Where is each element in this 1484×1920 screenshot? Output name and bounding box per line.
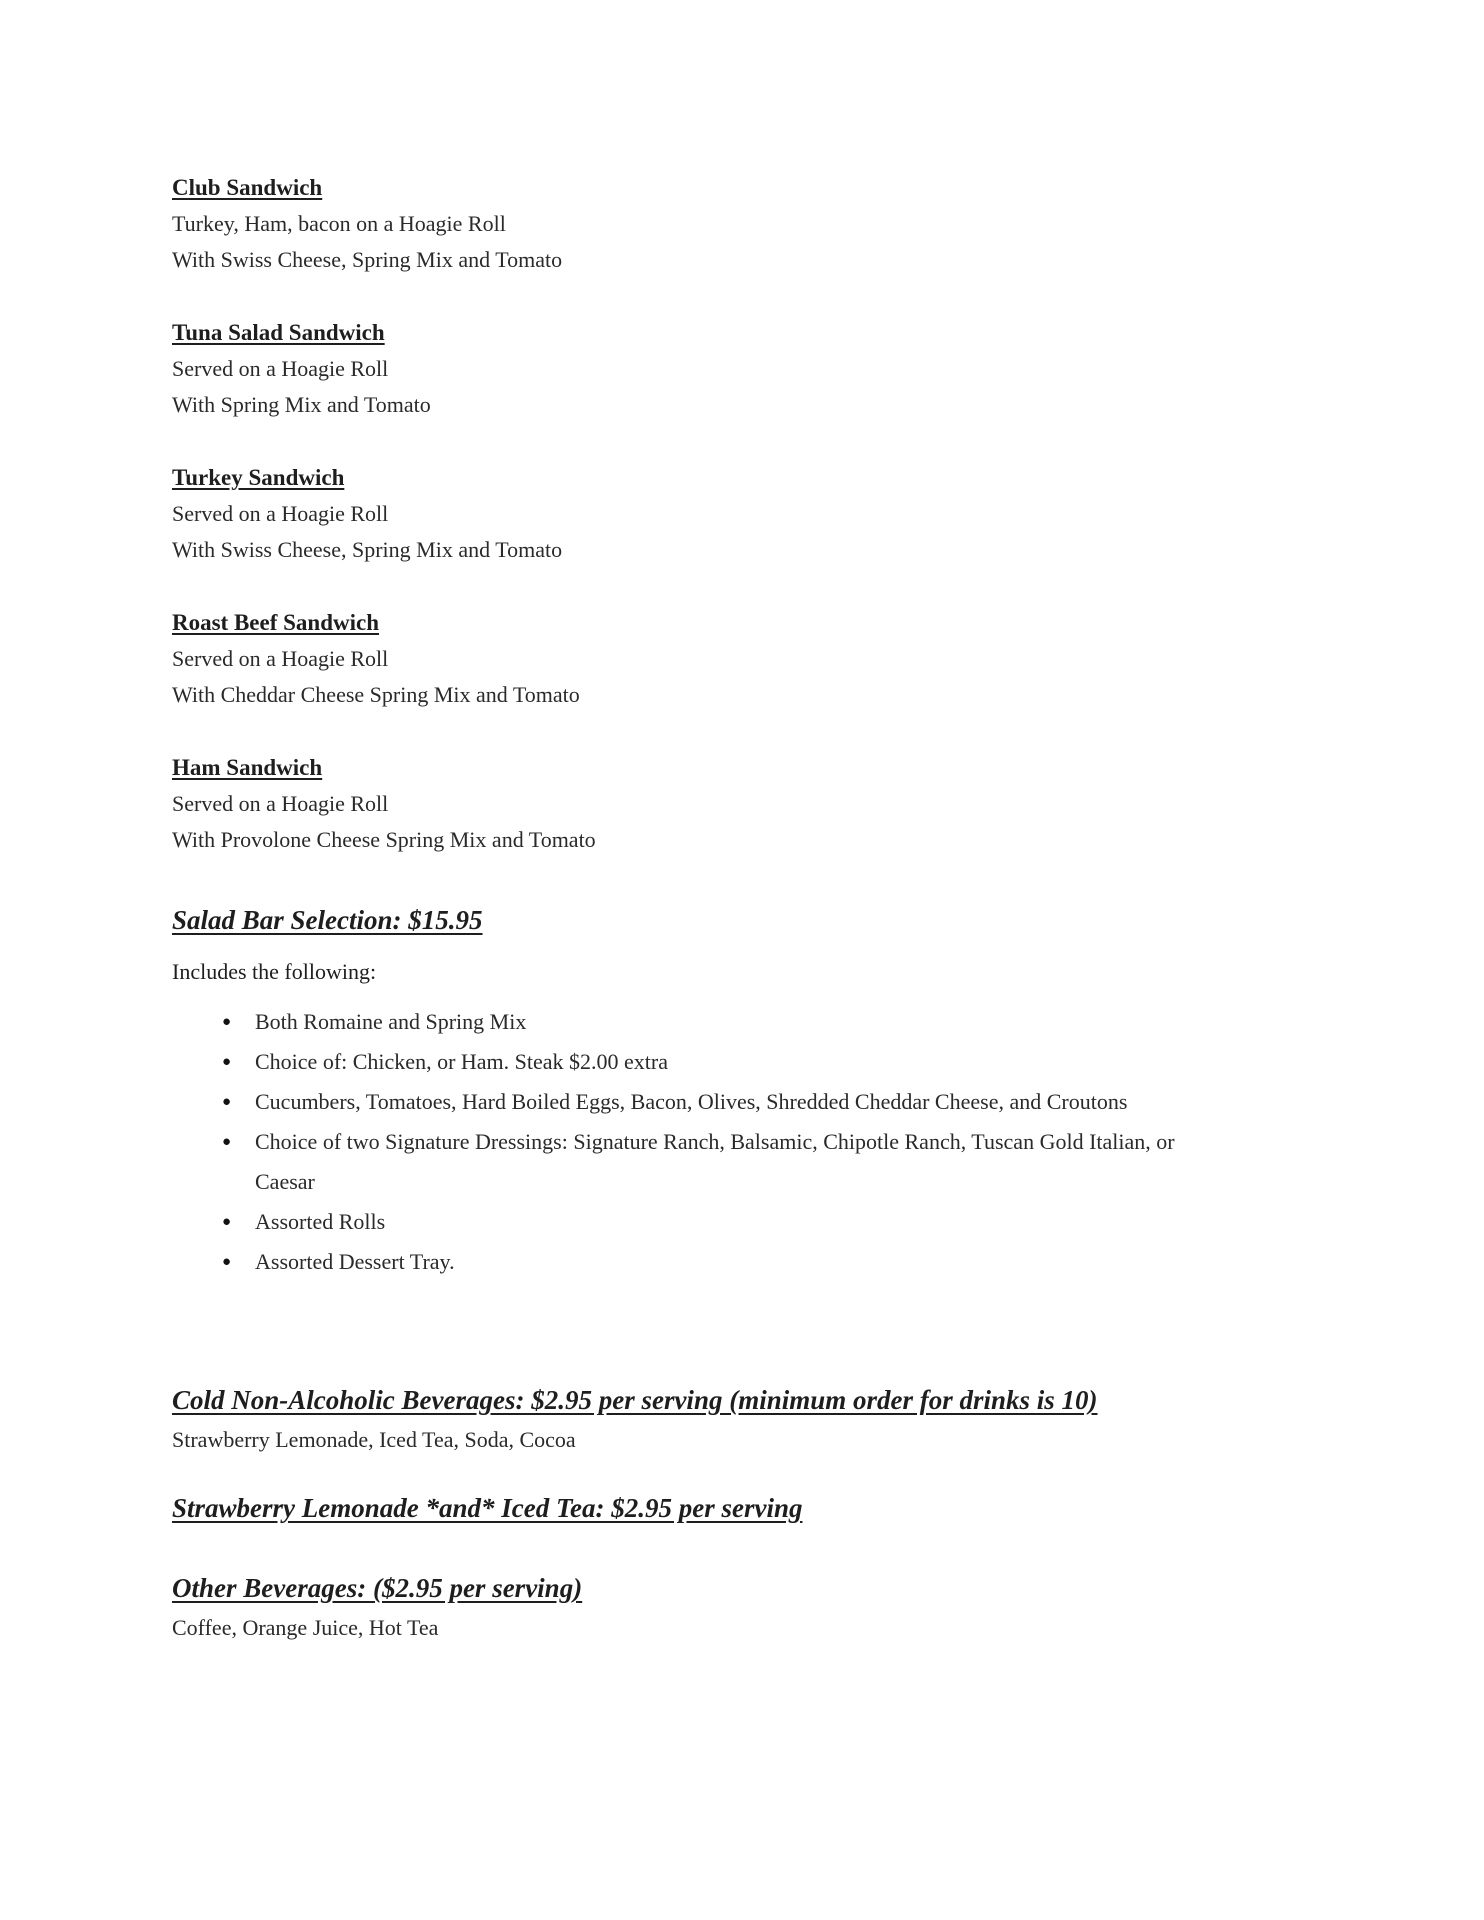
list-item-text: Both Romaine and Spring Mix — [255, 1009, 527, 1034]
menu-item-title: Tuna Salad Sandwich — [172, 320, 385, 345]
menu-item-description-line: With Swiss Cheese, Spring Mix and Tomato — [172, 247, 563, 272]
menu-item-description-line: Served on a Hoagie Roll — [172, 501, 389, 526]
list-item — [172, 1042, 1339, 1082]
menu-item-description-line: With Swiss Cheese, Spring Mix and Tomato — [172, 537, 563, 562]
menu-item-turkey-sandwich — [172, 460, 1339, 568]
menu-item-description-line: Served on a Hoagie Roll — [172, 791, 389, 816]
list-item-text: Assorted Rolls — [255, 1209, 386, 1234]
cold-beverages-heading: Cold Non-Alcoholic Beverages: $2.95 per serving (minimum order for drinks is 10) — [172, 1385, 1098, 1415]
other-beverages-heading: Other Beverages: ($2.95 per serving) — [172, 1573, 583, 1603]
bullet-icon: ● — [222, 1214, 232, 1230]
menu-item-title: Club Sandwich — [172, 175, 323, 200]
list-item-text: Assorted Dessert Tray. — [255, 1249, 455, 1274]
lemonade-iced-tea-heading: Strawberry Lemonade *and* Iced Tea: $2.95 per serving — [172, 1493, 803, 1523]
bullet-icon: ● — [222, 1254, 232, 1270]
menu-item-title: Roast Beef Sandwich — [172, 610, 380, 635]
salad-bar-heading: Salad Bar Selection: $15.95 — [172, 905, 483, 935]
list-item-text: Cucumbers, Tomatoes, Hard Boiled Eggs, Bacon, Olives, Shredded Cheddar Cheese, and Croutons — [255, 1089, 1128, 1114]
menu-item-tuna-salad-sandwich — [172, 315, 1339, 423]
salad-bar-intro: Includes the following: — [172, 959, 377, 984]
list-item — [172, 1242, 1339, 1282]
other-beverages-section — [172, 1566, 1339, 1646]
list-item — [172, 1122, 1339, 1202]
cold-beverages-description: Strawberry Lemonade, Iced Tea, Soda, Cocoa — [172, 1427, 576, 1452]
lemonade-iced-tea-section — [172, 1486, 1339, 1530]
menu-item-description-line: Served on a Hoagie Roll — [172, 646, 389, 671]
bullet-icon: ● — [222, 1014, 232, 1030]
menu-item-description-line: With Cheddar Cheese Spring Mix and Tomato — [172, 682, 580, 707]
menu-item-roast-beef-sandwich — [172, 605, 1339, 713]
bullet-icon: ● — [222, 1054, 232, 1070]
list-item — [172, 1082, 1339, 1122]
list-item-text: Choice of two Signature Dressings: Signature Ranch, Balsamic, Chipotle Ranch, Tuscan Gold Italian, or Caesar — [255, 1129, 1175, 1194]
menu-item-title: Ham Sandwich — [172, 755, 323, 780]
menu-item-description-line: Served on a Hoagie Roll — [172, 356, 389, 381]
list-item-text: Choice of: Chicken, or Ham. Steak $2.00 extra — [255, 1049, 669, 1074]
menu-item-club-sandwich — [172, 170, 1339, 278]
menu-item-ham-sandwich — [172, 750, 1339, 858]
salad-bar-section — [172, 898, 1339, 1282]
bullet-icon: ● — [222, 1094, 232, 1110]
other-beverages-description: Coffee, Orange Juice, Hot Tea — [172, 1615, 439, 1640]
bullet-icon: ● — [222, 1134, 232, 1150]
menu-item-description-line: Turkey, Ham, bacon on a Hoagie Roll — [172, 211, 506, 236]
cold-beverages-section — [172, 1378, 1339, 1458]
list-item — [172, 1202, 1339, 1242]
salad-bar-bullet-list — [172, 1002, 1339, 1282]
menu-item-title: Turkey Sandwich — [172, 465, 345, 490]
list-item — [172, 1002, 1339, 1042]
menu-item-description-line: With Provolone Cheese Spring Mix and Tomato — [172, 827, 596, 852]
menu-item-description-line: With Spring Mix and Tomato — [172, 392, 431, 417]
